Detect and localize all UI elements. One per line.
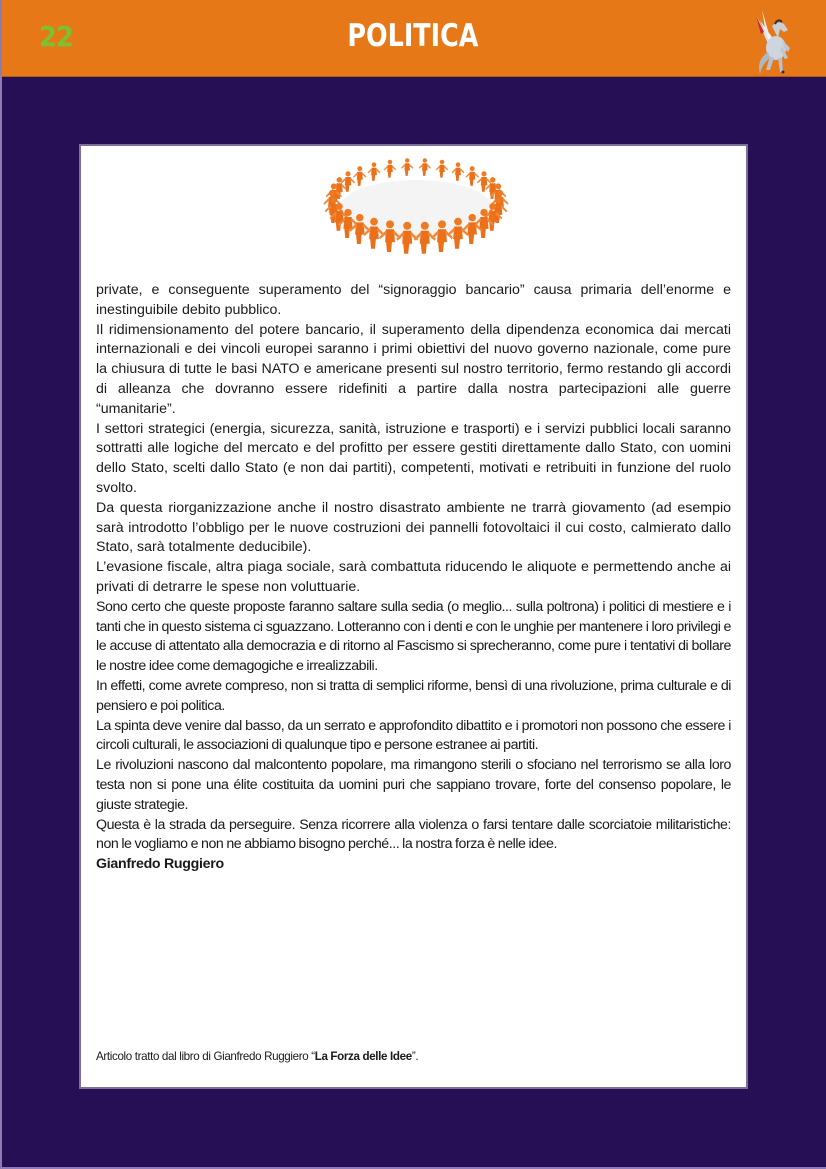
article-paragraph: Questa è la strada da perseguire. Senza ricorrere alla violenza o farsi tentare dalle scorciatoie militaristiche: non le vogliamo e non ne abbiamo bisogno perché... la nostra forza è nelle idee. [96,816,731,853]
article-paragraph: La spinta deve venire dal basso, da un serrato e approfondito dibattito e i promotori non possono che essere i circoli culturali, le associazioni di qualunque tipo e persone estranee ai partiti. [96,717,731,754]
pegasus-logo-icon [742,4,800,78]
section-title-text: POLITICA [347,18,479,54]
article-paragraph: I settori strategici (energia, sicurezza, sanità, istruzione e trasporti) e i servizi pubblici locali saranno sottratti alle logiche del mercato e del profitto per essere gestiti direttamente dallo Stato, con uomini dello Stato, scelti dallo Stato (e non dai partiti), competenti, motivati e retribuiti in funzione del ruolo svolto. [96,420,731,496]
source-note-suffix: ”. [411,1050,419,1063]
section-title [0,18,826,54]
source-book-title: La Forza delle Idee [314,1050,412,1063]
article-paragraph: Le rivoluzioni nascono dal malcontento popolare, ma rimangono sterili o sfociano nel terrorismo se alla loro testa non si pone una élite costituita da uomini puri che sappiano trovare, forte del consenso popolare, le giuste strategie. [96,757,731,813]
article-card [79,144,748,1089]
article-paragraph: L’evasione fiscale, altra piaga sociale, sarà combattuta riducendo le aliquote e permettendo anche ai privati di detrarre le spese non voluttuarie. [96,559,731,595]
people-circle-image [322,150,510,258]
page-number: 22 [39,20,74,53]
article-paragraph: Da questa riorganizzazione anche il nostro disastrato ambiente ne trarrà giovamento (ad esempio sarà introdotto l’obbligo per le nuove costruzioni dei pannelli fotovoltaici il cui costo, calmierato dallo Stato, sarà totalmente deducibile). [96,499,731,556]
article-paragraph: private, e conseguente superamento del “signoraggio bancario” causa primaria dell’enorme e inestinguibile debito pubblico. [96,282,731,318]
source-note-prefix: Articolo tratto dal libro di Gianfredo Ruggiero “ [96,1050,315,1063]
article-paragraph: Il ridimensionamento del potere bancario, il superamento della dipendenza economica dai mercati internazionali e dei vincoli europei saranno i primi obiettivi del nuovo governo nazionale, come pure la chiusura di tutte le basi NATO e americane presenti sul nostro territorio, fermo restando gli accordi di alleanza che dovranno essere ridefiniti a partire dalla nostra partecipazioni alle guerre “umanitarie”. [96,321,731,417]
article-author: Gianfredo Ruggiero [96,856,224,873]
page-header [0,0,826,77]
article-paragraph: In effetti, come avrete compreso, non si tratta di semplici riforme, bensì di una rivoluzione, prima culturale e di pensiero e poi politica. [96,677,731,714]
article-paragraph: Sono certo che queste proposte faranno saltare sulla sedia (o meglio... sulla poltrona) i politici di mestiere e i tanti che in questo sistema ci sguazzano. Lotteranno con i denti e con le unghie per mantenere i loro privilegi e le accuse di attentato alla democrazia e di ritorno al Fascismo si sprecheranno, come pure i tentativi di bollare le nostre idee come demagogiche e irrealizzabili. [96,598,731,675]
article-body [96,281,731,875]
source-note [96,1050,418,1063]
